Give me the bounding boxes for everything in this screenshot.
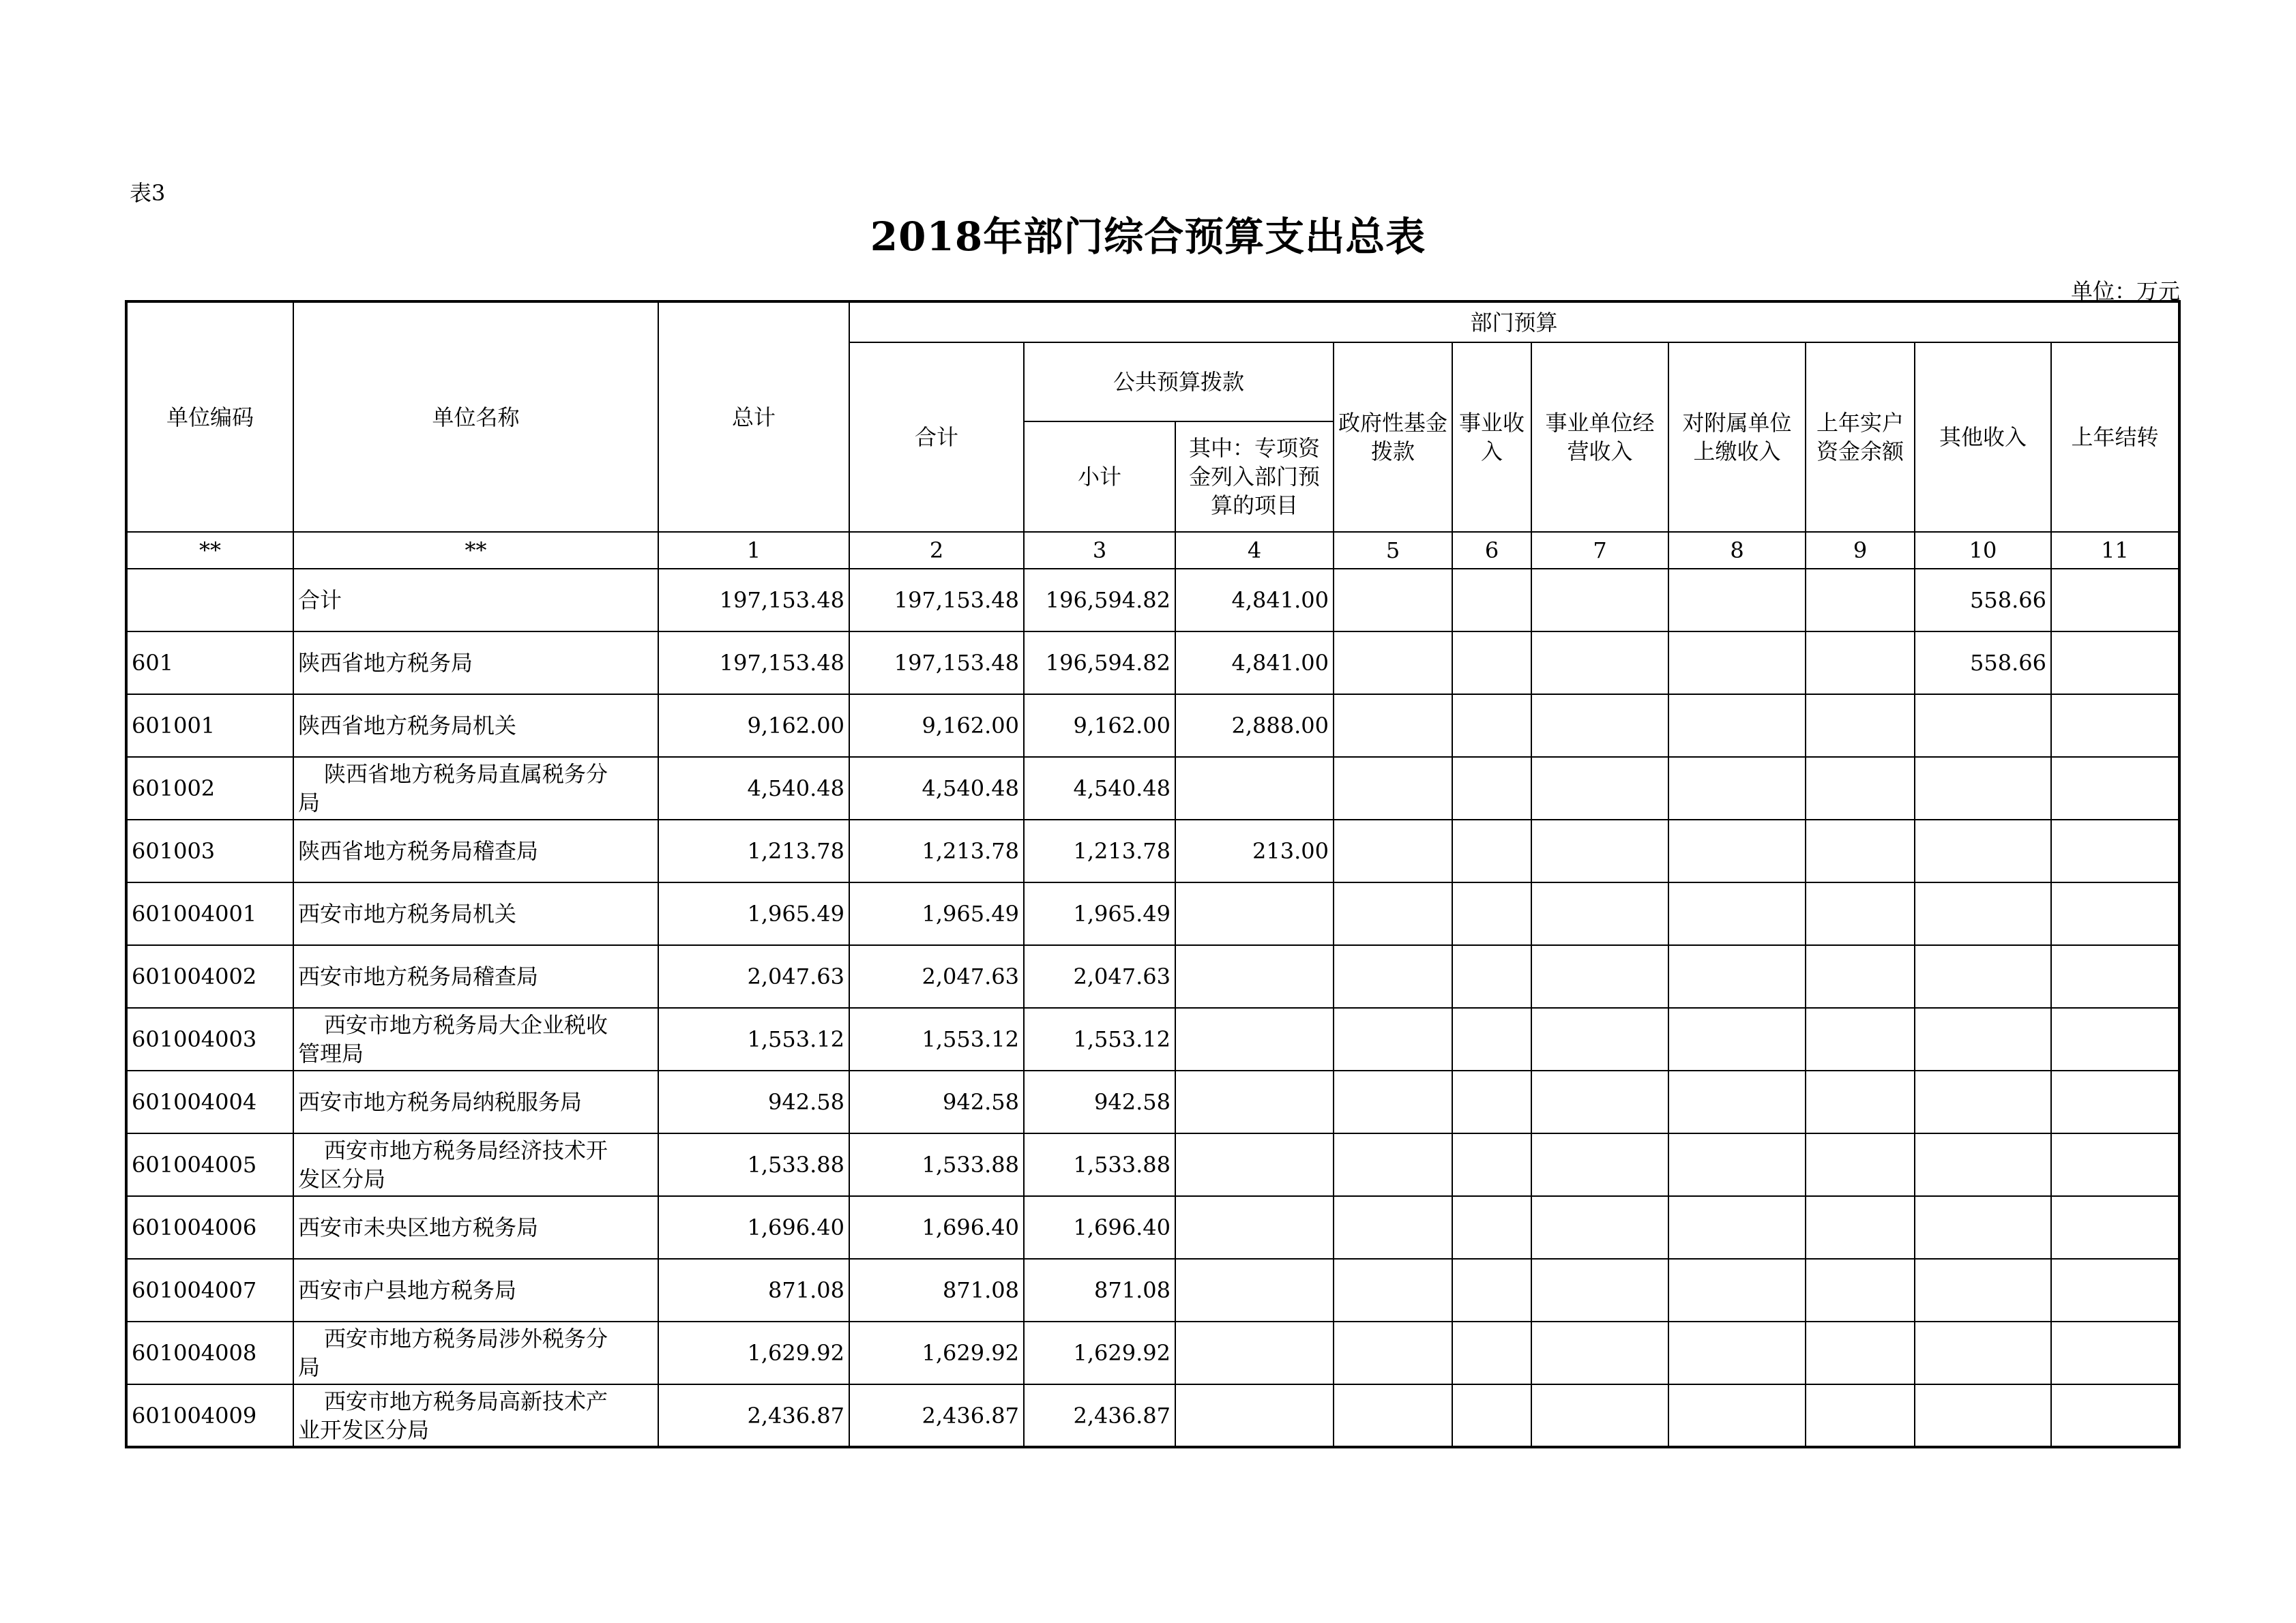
business-income-cell: [1452, 1322, 1531, 1384]
column-index-cell: 7: [1531, 532, 1668, 569]
business-operating-cell: [1531, 569, 1668, 631]
business-operating-cell: [1531, 694, 1668, 757]
last-year-balance-cell: [1806, 1196, 1915, 1259]
xiaoji-cell: 1,533.88: [1024, 1133, 1175, 1196]
xiaoji-cell: 871.08: [1024, 1259, 1175, 1322]
header-unit-name: 单位名称: [293, 301, 658, 532]
unit-name-line: 西安市地方税务局涉外税务分: [324, 1326, 608, 1352]
header-public-budget: 公共预算拨款: [1024, 342, 1334, 421]
sum-cell: 1,696.40: [849, 1196, 1024, 1259]
xiaoji-cell: 4,540.48: [1024, 757, 1175, 820]
last-year-balance-cell: [1806, 1008, 1915, 1071]
carry-over-cell: [2051, 1322, 2179, 1384]
business-operating-cell: [1531, 1008, 1668, 1071]
special-funds-cell: 4,841.00: [1175, 569, 1334, 631]
gov-fund-cell: [1334, 569, 1452, 631]
business-income-cell: [1452, 694, 1531, 757]
other-income-cell: [1915, 1071, 2051, 1133]
sum-cell: 1,533.88: [849, 1133, 1024, 1196]
header-sum: 合计: [849, 342, 1024, 532]
unit-code-cell: 601004009: [126, 1384, 293, 1447]
special-funds-cell: [1175, 1322, 1334, 1384]
gov-fund-cell: [1334, 631, 1452, 694]
gov-fund-cell: [1334, 757, 1452, 820]
business-income-cell: [1452, 569, 1531, 631]
unit-name-line: 业开发区分局: [298, 1416, 430, 1443]
unit-name-cell: 陕西省地方税务局: [293, 631, 658, 694]
column-index-cell: 2: [849, 532, 1024, 569]
other-income-cell: [1915, 1384, 2051, 1447]
sum-cell: 1,553.12: [849, 1008, 1024, 1071]
total-cell: 942.58: [658, 1071, 849, 1133]
total-cell: 2,436.87: [658, 1384, 849, 1447]
unit-name-cell: 西安市地方税务局机关: [293, 882, 658, 945]
unit-name-line: 管理局: [298, 1041, 364, 1067]
unit-code-cell: 601003: [126, 820, 293, 882]
table-row: [126, 631, 2179, 694]
unit-name-cell: 西安市未央区地方税务局: [293, 1196, 658, 1259]
carry-over-cell: [2051, 882, 2179, 945]
special-funds-cell: [1175, 1133, 1334, 1196]
business-operating-cell: [1531, 1071, 1668, 1133]
affiliated-income-cell: [1668, 945, 1806, 1008]
header-last-year-balance: 上年实户资金余额: [1806, 342, 1915, 532]
xiaoji-cell: 196,594.82: [1024, 569, 1175, 631]
header-total: 总计: [658, 301, 849, 532]
affiliated-income-cell: [1668, 757, 1806, 820]
business-income-cell: [1452, 1071, 1531, 1133]
unit-code-cell: 601: [126, 631, 293, 694]
total-cell: 1,965.49: [658, 882, 849, 945]
column-index-cell: 8: [1668, 532, 1806, 569]
affiliated-income-cell: [1668, 820, 1806, 882]
business-income-cell: [1452, 1196, 1531, 1259]
last-year-balance-cell: [1806, 757, 1915, 820]
column-index-cell: 11: [2051, 532, 2179, 569]
business-operating-cell: [1531, 1196, 1668, 1259]
xiaoji-cell: 1,629.92: [1024, 1322, 1175, 1384]
other-income-cell: [1915, 1322, 2051, 1384]
affiliated-income-cell: [1668, 882, 1806, 945]
table-row: [126, 1133, 2179, 1196]
carry-over-cell: [2051, 757, 2179, 820]
column-index-cell: 3: [1024, 532, 1175, 569]
gov-fund-cell: [1334, 1259, 1452, 1322]
total-cell: 4,540.48: [658, 757, 849, 820]
header-dept-budget: 部门预算: [849, 301, 2179, 342]
header-business-income: 事业收入: [1452, 342, 1531, 532]
last-year-balance-cell: [1806, 631, 1915, 694]
unit-name-cell: 陕西省地方税务局稽查局: [293, 820, 658, 882]
other-income-cell: [1915, 945, 2051, 1008]
page-title: 2018年部门综合预算支出总表: [870, 213, 1426, 260]
other-income-cell: [1915, 882, 2051, 945]
column-index-cell: 10: [1915, 532, 2051, 569]
last-year-balance-cell: [1806, 945, 1915, 1008]
carry-over-cell: [2051, 631, 2179, 694]
other-income-cell: [1915, 820, 2051, 882]
other-income-cell: [1915, 1259, 2051, 1322]
last-year-balance-cell: [1806, 1071, 1915, 1133]
unit-name-line: 西安市地方税务局高新技术产: [324, 1388, 608, 1414]
column-index-cell: 9: [1806, 532, 1915, 569]
unit-code-cell: 601002: [126, 757, 293, 820]
business-income-cell: [1452, 882, 1531, 945]
business-income-cell: [1452, 945, 1531, 1008]
unit-name-cell: 西安市户县地方税务局: [293, 1259, 658, 1322]
special-funds-cell: [1175, 1259, 1334, 1322]
total-cell: 197,153.48: [658, 631, 849, 694]
special-funds-cell: [1175, 1384, 1334, 1447]
other-income-cell: [1915, 694, 2051, 757]
xiaoji-cell: 9,162.00: [1024, 694, 1175, 757]
unit-name-line: 局: [298, 790, 321, 816]
xiaoji-cell: 942.58: [1024, 1071, 1175, 1133]
sum-cell: 9,162.00: [849, 694, 1024, 757]
table-row: [126, 1071, 2179, 1133]
sum-cell: 197,153.48: [849, 631, 1024, 694]
total-cell: 1,696.40: [658, 1196, 849, 1259]
business-operating-cell: [1531, 1384, 1668, 1447]
unit-code-cell: 601001: [126, 694, 293, 757]
other-income-cell: [1915, 757, 2051, 820]
last-year-balance-cell: [1806, 1322, 1915, 1384]
unit-name-line: 发区分局: [298, 1166, 386, 1192]
total-cell: 1,629.92: [658, 1322, 849, 1384]
affiliated-income-cell: [1668, 1196, 1806, 1259]
total-cell: 1,553.12: [658, 1008, 849, 1071]
other-income-cell: [1915, 1196, 2051, 1259]
unit-name-line: 陕西省地方税务局直属税务分: [324, 761, 608, 787]
gov-fund-cell: [1334, 694, 1452, 757]
affiliated-income-cell: [1668, 1008, 1806, 1071]
last-year-balance-cell: [1806, 882, 1915, 945]
unit-code-cell: 601004008: [126, 1322, 293, 1384]
gov-fund-cell: [1334, 945, 1452, 1008]
sum-cell: 2,047.63: [849, 945, 1024, 1008]
unit-name-line: 西安市地方税务局经济技术开: [324, 1137, 608, 1163]
special-funds-cell: [1175, 882, 1334, 945]
carry-over-cell: [2051, 1071, 2179, 1133]
unit-code-cell: [126, 569, 293, 631]
business-operating-cell: [1531, 1133, 1668, 1196]
xiaoji-cell: 2,047.63: [1024, 945, 1175, 1008]
unit-name-cell: [293, 1133, 658, 1196]
business-income-cell: [1452, 820, 1531, 882]
header-special-funds: 其中：专项资金列入部门预算的项目: [1175, 421, 1334, 532]
other-income-cell: 558.66: [1915, 631, 2051, 694]
business-operating-cell: [1531, 1322, 1668, 1384]
header-gov-fund: 政府性基金拨款: [1334, 342, 1452, 532]
unit-name-cell: 陕西省地方税务局机关: [293, 694, 658, 757]
last-year-balance-cell: [1806, 820, 1915, 882]
unit-code-cell: 601004003: [126, 1008, 293, 1071]
sum-cell: 871.08: [849, 1259, 1024, 1322]
unit-code-cell: 601004002: [126, 945, 293, 1008]
budget-table: [125, 300, 2181, 1448]
unit-code-cell: 601004001: [126, 882, 293, 945]
header-other-income: 其他收入: [1915, 342, 2051, 532]
table-row: [126, 1322, 2179, 1384]
gov-fund-cell: [1334, 1071, 1452, 1133]
total-cell: 871.08: [658, 1259, 849, 1322]
carry-over-cell: [2051, 1133, 2179, 1196]
xiaoji-cell: 1,213.78: [1024, 820, 1175, 882]
table-row: [126, 757, 2179, 820]
header-affiliated-income: 对附属单位上缴收入: [1668, 342, 1806, 532]
xiaoji-cell: 1,696.40: [1024, 1196, 1175, 1259]
affiliated-income-cell: [1668, 1384, 1806, 1447]
business-income-cell: [1452, 1008, 1531, 1071]
carry-over-cell: [2051, 569, 2179, 631]
header-business-operating: 事业单位经营收入: [1531, 342, 1668, 532]
affiliated-income-cell: [1668, 569, 1806, 631]
affiliated-income-cell: [1668, 1133, 1806, 1196]
special-funds-cell: [1175, 945, 1334, 1008]
affiliated-income-cell: [1668, 1071, 1806, 1133]
sum-cell: 1,629.92: [849, 1322, 1024, 1384]
unit-code-cell: 601004006: [126, 1196, 293, 1259]
last-year-balance-cell: [1806, 1384, 1915, 1447]
gov-fund-cell: [1334, 1322, 1452, 1384]
business-income-cell: [1452, 631, 1531, 694]
unit-code-cell: 601004004: [126, 1071, 293, 1133]
table-row: [126, 1259, 2179, 1322]
total-cell: 2,047.63: [658, 945, 849, 1008]
unit-name-cell: 西安市地方税务局纳税服务局: [293, 1071, 658, 1133]
column-index-cell: 6: [1452, 532, 1531, 569]
column-index-cell: 5: [1334, 532, 1452, 569]
table-row: [126, 820, 2179, 882]
other-income-cell: [1915, 1133, 2051, 1196]
sum-cell: 2,436.87: [849, 1384, 1024, 1447]
total-cell: 1,533.88: [658, 1133, 849, 1196]
table-row: [126, 569, 2179, 631]
table-row: [126, 1008, 2179, 1071]
last-year-balance-cell: [1806, 569, 1915, 631]
business-income-cell: [1452, 1384, 1531, 1447]
sum-cell: 4,540.48: [849, 757, 1024, 820]
unit-code-cell: 601004005: [126, 1133, 293, 1196]
last-year-balance-cell: [1806, 1133, 1915, 1196]
carry-over-cell: [2051, 1008, 2179, 1071]
unit-code-cell: 601004007: [126, 1259, 293, 1322]
unit-note: 单位：万元: [2070, 278, 2180, 304]
unit-name-cell: [293, 1322, 658, 1384]
gov-fund-cell: [1334, 882, 1452, 945]
column-index-cell: 1: [658, 532, 849, 569]
gov-fund-cell: [1334, 820, 1452, 882]
table-row: [126, 882, 2179, 945]
other-income-cell: [1915, 1008, 2051, 1071]
last-year-balance-cell: [1806, 1259, 1915, 1322]
gov-fund-cell: [1334, 1008, 1452, 1071]
carry-over-cell: [2051, 1196, 2179, 1259]
total-cell: 9,162.00: [658, 694, 849, 757]
special-funds-cell: 4,841.00: [1175, 631, 1334, 694]
xiaoji-cell: 1,965.49: [1024, 882, 1175, 945]
table-row: [126, 694, 2179, 757]
sum-cell: 942.58: [849, 1071, 1024, 1133]
affiliated-income-cell: [1668, 1322, 1806, 1384]
unit-name-cell: 合计: [293, 569, 658, 631]
business-operating-cell: [1531, 757, 1668, 820]
carry-over-cell: [2051, 694, 2179, 757]
unit-name-line: 西安市地方税务局大企业税收: [324, 1012, 608, 1038]
table-row: [126, 945, 2179, 1008]
gov-fund-cell: [1334, 1384, 1452, 1447]
total-cell: 197,153.48: [658, 569, 849, 631]
column-index-cell: 4: [1175, 532, 1334, 569]
affiliated-income-cell: [1668, 631, 1806, 694]
special-funds-cell: 213.00: [1175, 820, 1334, 882]
other-income-cell: 558.66: [1915, 569, 2051, 631]
business-operating-cell: [1531, 945, 1668, 1008]
business-income-cell: [1452, 757, 1531, 820]
column-index-row: [126, 532, 2179, 569]
special-funds-cell: 2,888.00: [1175, 694, 1334, 757]
sum-cell: 197,153.48: [849, 569, 1024, 631]
unit-name-cell: [293, 757, 658, 820]
last-year-balance-cell: [1806, 694, 1915, 757]
table-row: [126, 1384, 2179, 1447]
column-index-cell: **: [126, 532, 293, 569]
unit-name-cell: [293, 1008, 658, 1071]
gov-fund-cell: [1334, 1133, 1452, 1196]
affiliated-income-cell: [1668, 1259, 1806, 1322]
carry-over-cell: [2051, 1384, 2179, 1447]
xiaoji-cell: 1,553.12: [1024, 1008, 1175, 1071]
xiaoji-cell: 196,594.82: [1024, 631, 1175, 694]
special-funds-cell: [1175, 757, 1334, 820]
gov-fund-cell: [1334, 1196, 1452, 1259]
header-xiaoji: 小计: [1024, 421, 1175, 532]
business-operating-cell: [1531, 882, 1668, 945]
table-label: 表3: [130, 180, 166, 206]
carry-over-cell: [2051, 820, 2179, 882]
unit-name-line: 局: [298, 1354, 321, 1380]
xiaoji-cell: 2,436.87: [1024, 1384, 1175, 1447]
carry-over-cell: [2051, 945, 2179, 1008]
table-row: [126, 1196, 2179, 1259]
business-operating-cell: [1531, 820, 1668, 882]
business-operating-cell: [1531, 631, 1668, 694]
carry-over-cell: [2051, 1259, 2179, 1322]
header-carry-over: 上年结转: [2051, 342, 2179, 532]
business-income-cell: [1452, 1259, 1531, 1322]
sum-cell: 1,965.49: [849, 882, 1024, 945]
business-income-cell: [1452, 1133, 1531, 1196]
special-funds-cell: [1175, 1008, 1334, 1071]
business-operating-cell: [1531, 1259, 1668, 1322]
special-funds-cell: [1175, 1071, 1334, 1133]
column-index-cell: **: [293, 532, 658, 569]
special-funds-cell: [1175, 1196, 1334, 1259]
total-cell: 1,213.78: [658, 820, 849, 882]
affiliated-income-cell: [1668, 694, 1806, 757]
sum-cell: 1,213.78: [849, 820, 1024, 882]
unit-name-cell: [293, 1384, 658, 1447]
unit-name-cell: 西安市地方税务局稽查局: [293, 945, 658, 1008]
header-unit-code: 单位编码: [126, 301, 293, 532]
